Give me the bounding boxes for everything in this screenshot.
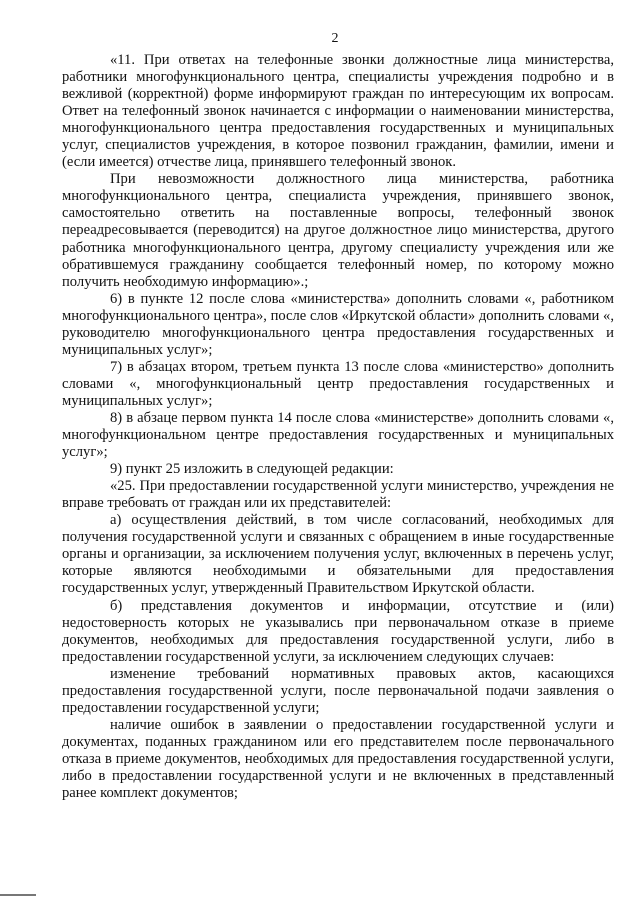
- paragraph-subitem-a: а) осуществления действий, в том числе согласований, необходимых для получения государственной услуги и связанных с обращением в иные государственные органы и организации, за исключением получения услуг, включенных в перечень услуг, которые являются необходимыми и обязательными для предоставления государственных услуг, утвержденный Правительством Иркутской области.: [62, 512, 614, 597]
- paragraph-item-11: «11. При ответах на телефонные звонки должностные лица министерства, работники многофункционального центра, специалисты учреждения подробно и в вежливой (корректной) форме информируют граждан по интересующим их вопросам. Ответ на телефонный звонок начинается с информации о наименовании министерства, многофункционального центра предоставления государственных и муниципальных услуг, специалистов учреждения, в которое позвонил гражданин, фамилии, имени и (если имеется) отчестве лица, принявшего телефонный звонок.: [62, 52, 614, 171]
- paragraph-amendment-9: 9) пункт 25 изложить в следующей редакции:: [110, 461, 394, 478]
- paragraph-amendment-8: 8) в абзаце первом пункта 14 после слова «министерстве» дополнить словами «, многофункциональном центре предоставления государственных и муниципальных услуг»;: [62, 409, 614, 461]
- paragraph-amendment-6: 6) в пункте 12 после слова «министерства» дополнить словами «, работником многофункционального центра», после слов «Иркутской области» дополнить словами «, руководителю многофункционального центра предоставления государственных и муниципальных услуг»;: [62, 290, 614, 358]
- page-number: 2: [331, 31, 339, 46]
- paragraph-call-redirect: При невозможности должностного лица министерства, работника многофункционального центра, специалиста учреждения, принявшего звонок, самостоятельно ответить на поставленные вопросы, телефонный звонок переадресовывается (переводится) на другое должностное лицо министерства, другого работника многофункционального центра, другому специалисту учреждения или же обратившемуся гражданину сообщается телефонный номер, по которому можно получить необходимую информацию».;: [62, 171, 614, 290]
- paragraph-exception-errors: наличие ошибок в заявлении о предоставлении государственной услуги и документах, поданных гражданином или его представителем после первоначального отказа в приеме документов, необходимых для предоставления государственной услуги, либо в предоставлении государственной услуги и не включенных в представленный ранее комплект документов;: [62, 716, 614, 802]
- scan-edge-mark: [0, 894, 36, 896]
- paragraph-exception-requirements-change: изменение требований нормативных правовых актов, касающихся предоставления государственной услуги, после первоначальной подачи заявления о предоставлении государственной услуги;: [62, 665, 614, 716]
- paragraph-amendment-7: 7) в абзацах втором, третьем пункта 13 после слова «министерство» дополнить словами «, многофункциональный центр предоставления государственных и муниципальных услуг»;: [62, 358, 614, 409]
- paragraph-item-25: «25. При предоставлении государственной услуги министерство, учреждения не вправе требовать от граждан или их представителей:: [62, 478, 614, 512]
- paragraph-subitem-b: б) представления документов и информации, отсутствие и (или) недостоверность которых не указывались при первоначальном отказе в приеме документов, необходимых для предоставления государственной услуги, либо в предоставлении государственной услуги, за исключением следующих случаев:: [62, 597, 614, 665]
